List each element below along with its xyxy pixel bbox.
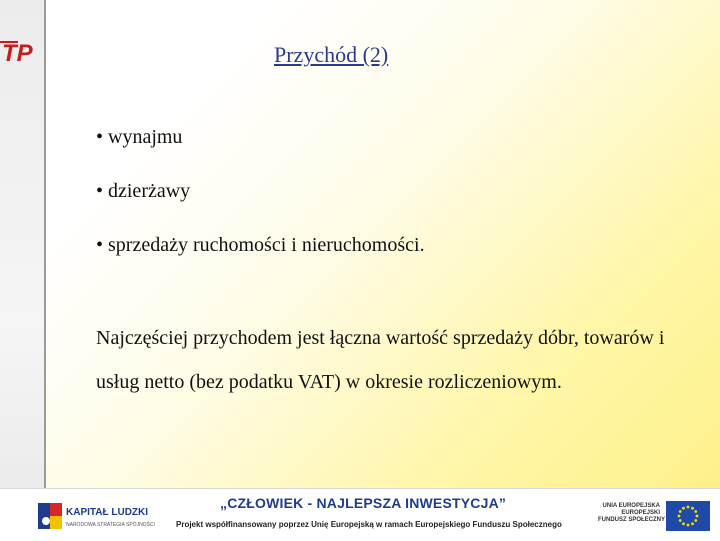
footer-banner [0,488,720,541]
bullet-list [96,122,425,284]
body-paragraph: Najczęściej przychodem jest łączna wartość sprzedaży dóbr, towarów i usług netto (bez podatku VAT) w okresie rozliczeniowym. [96,327,665,393]
slogan: „CZŁOWIEK - NAJLEPSZA INWESTYCJA” [220,495,507,511]
bullet-item: • wynajmu [96,126,183,148]
eu-label-line: UNIA EUROPEJSKA [602,503,660,509]
eu-label-line: EUROPEJSKI [621,510,660,516]
tp-logo [0,36,44,70]
kapital-ludzki-mark-icon [36,499,64,533]
slide-title: Przychód (2) [274,42,389,67]
program-logo-title: KAPITAŁ LUDZKI [66,507,149,518]
left-band [0,0,46,540]
kapital-ludzki-logo [36,497,176,537]
cofinancing-note: Projekt współfinansowany poprzez Unię Europejską w ramach Europejskiego Funduszu Społecznego [176,520,562,529]
program-logo-subtitle: NARODOWA STRATEGIA SPÓJNOŚCI [66,522,155,528]
eu-label [598,503,666,524]
bullet-item: • dzierżawy [96,180,191,202]
eu-flag-icon [666,501,710,531]
svg-text:TP: TP [2,40,33,67]
bullet-item: • sprzedaży ruchomości i nieruchomości. [96,234,425,256]
eu-label-line: FUNDUSZ SPOŁECZNY [598,517,666,523]
